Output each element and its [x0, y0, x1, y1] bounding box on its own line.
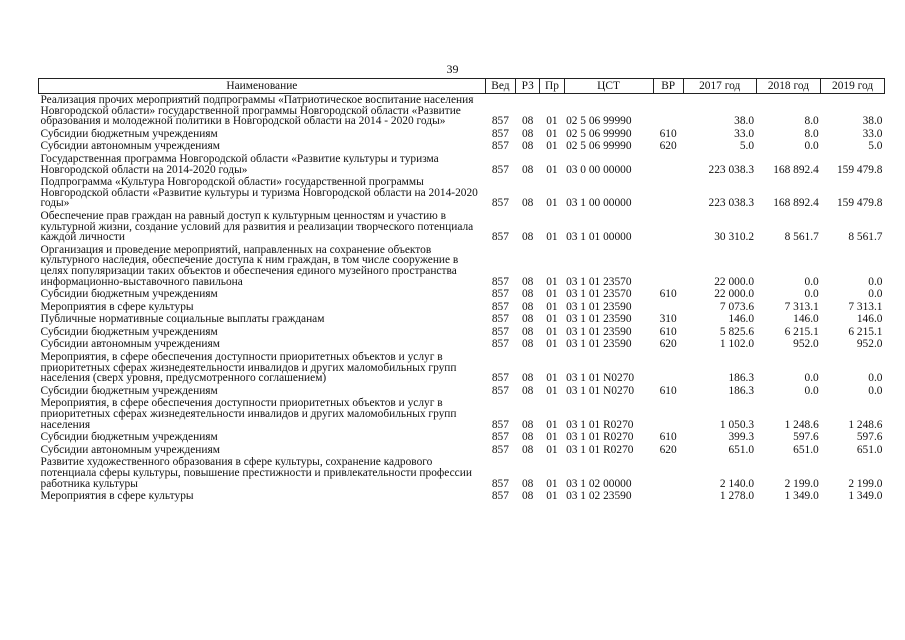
row-2019: 2 199.0 — [848, 477, 883, 490]
row-rz: 08 — [521, 300, 534, 313]
row-cst: 03 1 01 00000 — [566, 231, 632, 244]
row-vr: 610 — [659, 127, 677, 140]
row-2017: 1 278.0 — [719, 490, 755, 503]
page-number: 39 — [446, 62, 459, 76]
row-name: Организация и проведение мероприятий, направленных на сохранение объектов культурного наследия, обеспечение доступа к ним граждан, в том числе сооружение в целях популяризации таких объектов и обеспечения единого музейного пространства информационно-выставочного павильона — [40, 243, 459, 288]
row-2018: 168 892.4 — [773, 163, 819, 176]
table-row — [39, 128, 885, 141]
row-vr: 610 — [659, 431, 677, 444]
row-cst: 03 1 01 R0270 — [566, 443, 634, 456]
table-row — [39, 244, 885, 288]
row-2017: 223 038.3 — [708, 197, 755, 210]
row-cst: 03 1 01 23570 — [566, 288, 632, 301]
row-cst: 02 5 06 99990 — [566, 140, 632, 153]
table-row — [39, 288, 885, 301]
table-row — [39, 301, 885, 314]
row-2018: 8.0 — [804, 115, 819, 128]
row-cst: 03 1 01 23590 — [566, 338, 632, 351]
table-row — [39, 351, 885, 385]
row-name: Мероприятия, в сфере обеспечения доступности приоритетных объектов и услуг в приоритетных сферах жизнедеятельности инвалидов и других маломобильных групп населения — [40, 397, 457, 431]
table-row — [39, 326, 885, 339]
row-pr: 01 — [546, 275, 558, 288]
row-pr: 01 — [546, 338, 558, 351]
row-rz: 08 — [521, 163, 534, 176]
row-vr — [653, 456, 683, 490]
row-rz: 08 — [521, 325, 534, 338]
budget-table — [38, 78, 885, 503]
row-ved: 857 — [491, 300, 509, 313]
row-ved: 857 — [491, 372, 509, 385]
row-cst: 03 1 01 N0270 — [566, 384, 635, 397]
row-vr: 610 — [659, 288, 677, 301]
table-row — [39, 140, 885, 153]
row-vr — [653, 153, 683, 176]
table-row — [39, 153, 885, 176]
row-2018: 8 561.7 — [784, 231, 819, 244]
row-2017: 2 140.0 — [719, 477, 755, 490]
row-2017: 399.3 — [728, 431, 755, 444]
row-2018: 0.0 — [804, 372, 819, 385]
row-ved: 857 — [491, 384, 509, 397]
row-pr: 01 — [546, 384, 558, 397]
row-name: Развитие художественного образования в сфере культуры, сохранение кадрового потенциала сферы культуры, повышение престижности и привлекательности профессии работника культуры — [40, 456, 472, 490]
row-vr — [653, 244, 683, 288]
table-header-row — [39, 79, 885, 94]
row-ved: 857 — [491, 231, 509, 244]
row-rz: 08 — [521, 384, 534, 397]
row-2017: 223 038.3 — [708, 163, 755, 176]
row-2017: 146.0 — [728, 313, 755, 326]
row-cst: 03 1 00 00000 — [566, 197, 632, 210]
row-2017: 33.0 — [734, 127, 755, 140]
row-cst: 02 5 06 99990 — [566, 115, 632, 128]
row-pr: 01 — [546, 372, 558, 385]
header-rz: РЗ — [516, 79, 540, 94]
row-name: Субсидии автономным учреждениям — [40, 140, 220, 153]
row-cst: 03 0 00 00000 — [566, 163, 632, 176]
table-row — [39, 313, 885, 326]
row-2017: 186.3 — [728, 384, 755, 397]
row-cst: 03 1 01 R0270 — [566, 418, 634, 431]
table-row — [39, 431, 885, 444]
row-cst: 03 1 01 N0270 — [566, 372, 635, 385]
row-rz: 08 — [521, 490, 534, 503]
row-ved: 857 — [491, 197, 509, 210]
row-2018: 8.0 — [804, 127, 819, 140]
row-2018: 2 199.0 — [784, 477, 819, 490]
row-rz: 08 — [521, 338, 534, 351]
row-pr: 01 — [546, 163, 558, 176]
header-name: Наименование — [39, 79, 486, 94]
row-name: Публичные нормативные социальные выплаты гражданам — [40, 313, 325, 326]
row-vr: 610 — [659, 384, 677, 397]
row-2018: 0.0 — [804, 140, 819, 153]
row-pr: 01 — [546, 325, 558, 338]
row-ved: 857 — [491, 338, 509, 351]
row-2017: 1 050.3 — [719, 418, 755, 431]
row-2019: 0.0 — [868, 384, 883, 397]
row-vr — [653, 176, 683, 210]
row-pr: 01 — [546, 127, 558, 140]
row-rz: 08 — [521, 431, 534, 444]
row-name: Государственная программа Новгородской области «Развитие культуры и туризма Новгородской области на 2014-2020 годы» — [40, 152, 439, 176]
row-2019: 1 349.0 — [848, 490, 883, 503]
row-name: Мероприятия, в сфере обеспечения доступности приоритетных объектов и услуг в приоритетных сферах жизнедеятельности инвалидов и других маломобильных групп населения (сверх уровня, предусмотренного соглашением) — [40, 351, 457, 385]
row-ved: 857 — [491, 477, 509, 490]
row-name: Субсидии автономным учреждениям — [40, 443, 220, 456]
row-2018: 7 313.1 — [784, 300, 819, 313]
header-2017: 2017 год — [683, 79, 756, 94]
table-row — [39, 490, 885, 503]
row-rz: 08 — [521, 372, 534, 385]
row-2017: 5 825.6 — [719, 325, 755, 338]
table-row — [39, 385, 885, 398]
table-row — [39, 176, 885, 210]
row-cst: 03 1 02 00000 — [566, 477, 632, 490]
row-2017: 651.0 — [728, 443, 755, 456]
row-name: Подпрограмма «Культура Новгородской области» государственной программы Новгородской области «Развитие культуры и туризма Новгородской области на 2014-2020 годы» — [40, 176, 478, 210]
row-rz: 08 — [521, 313, 534, 326]
row-2019: 159 479.8 — [836, 163, 883, 176]
row-cst: 03 1 02 23590 — [566, 490, 632, 503]
row-cst: 02 5 06 99990 — [566, 127, 632, 140]
row-2019: 651.0 — [856, 443, 883, 456]
row-rz: 08 — [521, 288, 534, 301]
row-ved: 857 — [491, 163, 509, 176]
row-name: Реализация прочих мероприятий подпрограммы «Патриотическое воспитание населения Новгородской области» государственной программы Новгородской области «Развитие образования и молодежной политики в Новгородской области на 2014 - 2020 годы» — [40, 94, 474, 128]
row-pr: 01 — [546, 115, 558, 128]
row-pr: 01 — [546, 197, 558, 210]
row-rz: 08 — [521, 443, 534, 456]
row-2017: 38.0 — [734, 115, 755, 128]
row-2019: 38.0 — [862, 115, 883, 128]
row-2019: 952.0 — [856, 338, 883, 351]
table-row — [39, 94, 885, 128]
row-vr — [653, 94, 683, 128]
row-2017: 22 000.0 — [714, 275, 755, 288]
row-ved: 857 — [491, 490, 509, 503]
row-2018: 1 349.0 — [784, 490, 819, 503]
row-2018: 651.0 — [793, 443, 819, 456]
row-pr: 01 — [546, 418, 558, 431]
row-2019: 1 248.6 — [848, 418, 883, 431]
row-ved: 857 — [491, 431, 509, 444]
table-row — [39, 456, 885, 490]
row-name: Субсидии бюджетным учреждениям — [40, 127, 218, 140]
row-2018: 0.0 — [804, 275, 819, 288]
row-2017: 1 102.0 — [719, 338, 755, 351]
row-ved: 857 — [491, 127, 509, 140]
row-2019: 6 215.1 — [848, 325, 883, 338]
row-2018: 6 215.1 — [784, 325, 819, 338]
row-rz: 08 — [521, 231, 534, 244]
row-2018: 1 248.6 — [784, 418, 819, 431]
row-ved: 857 — [491, 418, 509, 431]
row-2017: 7 073.6 — [719, 300, 755, 313]
row-ved: 857 — [491, 443, 509, 456]
table-row — [39, 210, 885, 244]
row-ved: 857 — [491, 275, 509, 288]
row-name: Субсидии бюджетным учреждениям — [40, 431, 218, 444]
row-vr: 610 — [659, 325, 677, 338]
row-name: Обеспечение прав граждан на равный доступ к культурным ценностям и участию в культурной жизни, создание условий для развития и реализации творческого потенциала каждой личности — [40, 209, 474, 244]
row-name: Субсидии бюджетным учреждениям — [40, 325, 218, 338]
row-vr — [653, 351, 683, 385]
row-rz: 08 — [521, 197, 534, 210]
row-2017: 5.0 — [739, 140, 755, 153]
header-cst: ЦСТ — [564, 79, 653, 94]
row-ved: 857 — [491, 288, 509, 301]
table-row — [39, 338, 885, 351]
row-2019: 8 561.7 — [848, 231, 883, 244]
row-2019: 0.0 — [868, 275, 883, 288]
row-ved: 857 — [491, 140, 509, 153]
row-2019: 0.0 — [868, 288, 883, 301]
row-rz: 08 — [521, 418, 534, 431]
row-vr — [653, 210, 683, 244]
row-pr: 01 — [546, 313, 558, 326]
table-body — [39, 94, 885, 503]
row-name: Субсидии автономным учреждениям — [40, 338, 220, 351]
row-cst: 03 1 01 23570 — [566, 275, 632, 288]
row-rz: 08 — [521, 477, 534, 490]
row-pr: 01 — [546, 300, 558, 313]
row-2018: 146.0 — [793, 313, 819, 326]
row-pr: 01 — [546, 443, 558, 456]
row-cst: 03 1 01 23590 — [566, 313, 632, 326]
row-vr: 620 — [659, 140, 677, 153]
row-rz: 08 — [521, 127, 534, 140]
row-pr: 01 — [546, 231, 558, 244]
header-pr: Пр — [540, 79, 564, 94]
row-vr — [653, 490, 683, 503]
row-vr: 620 — [659, 443, 677, 456]
row-2019: 597.6 — [856, 431, 883, 444]
row-2017: 186.3 — [728, 372, 755, 385]
row-2017: 30 310.2 — [714, 231, 755, 244]
row-pr: 01 — [546, 490, 558, 503]
row-name: Мероприятия в сфере культуры — [40, 490, 194, 503]
row-2017: 22 000.0 — [714, 288, 755, 301]
row-2018: 168 892.4 — [773, 197, 819, 210]
header-vr: ВР — [653, 79, 683, 94]
row-2019: 146.0 — [856, 313, 883, 326]
row-2019: 7 313.1 — [848, 300, 883, 313]
row-ved: 857 — [491, 115, 509, 128]
row-vr: 620 — [659, 338, 677, 351]
row-2019: 159 479.8 — [836, 197, 883, 210]
row-pr: 01 — [546, 288, 558, 301]
row-2018: 597.6 — [793, 431, 819, 444]
row-pr: 01 — [546, 477, 558, 490]
table-row — [39, 444, 885, 457]
row-rz: 08 — [521, 140, 534, 153]
row-cst: 03 1 01 R0270 — [566, 431, 634, 444]
row-2018: 952.0 — [793, 338, 819, 351]
row-vr — [653, 397, 683, 431]
row-rz: 08 — [521, 275, 534, 288]
row-name: Мероприятия в сфере культуры — [40, 300, 194, 313]
row-pr: 01 — [546, 431, 558, 444]
row-vr — [653, 301, 683, 314]
row-ved: 857 — [491, 313, 509, 326]
row-2019: 0.0 — [868, 372, 883, 385]
row-name: Субсидии бюджетным учреждениям — [40, 384, 218, 397]
header-2019: 2019 год — [821, 79, 885, 94]
row-2018: 0.0 — [804, 384, 819, 397]
header-2018: 2018 год — [756, 79, 821, 94]
row-cst: 03 1 01 23590 — [566, 300, 632, 313]
row-name: Субсидии бюджетным учреждениям — [40, 288, 218, 301]
row-vr: 310 — [659, 313, 677, 326]
row-cst: 03 1 01 23590 — [566, 325, 632, 338]
row-2019: 5.0 — [868, 140, 883, 153]
row-2018: 0.0 — [804, 288, 819, 301]
row-pr: 01 — [546, 140, 558, 153]
row-rz: 08 — [521, 115, 534, 128]
row-ved: 857 — [491, 325, 509, 338]
header-ved: Вед — [485, 79, 515, 94]
row-2019: 33.0 — [862, 127, 883, 140]
table-row — [39, 397, 885, 431]
